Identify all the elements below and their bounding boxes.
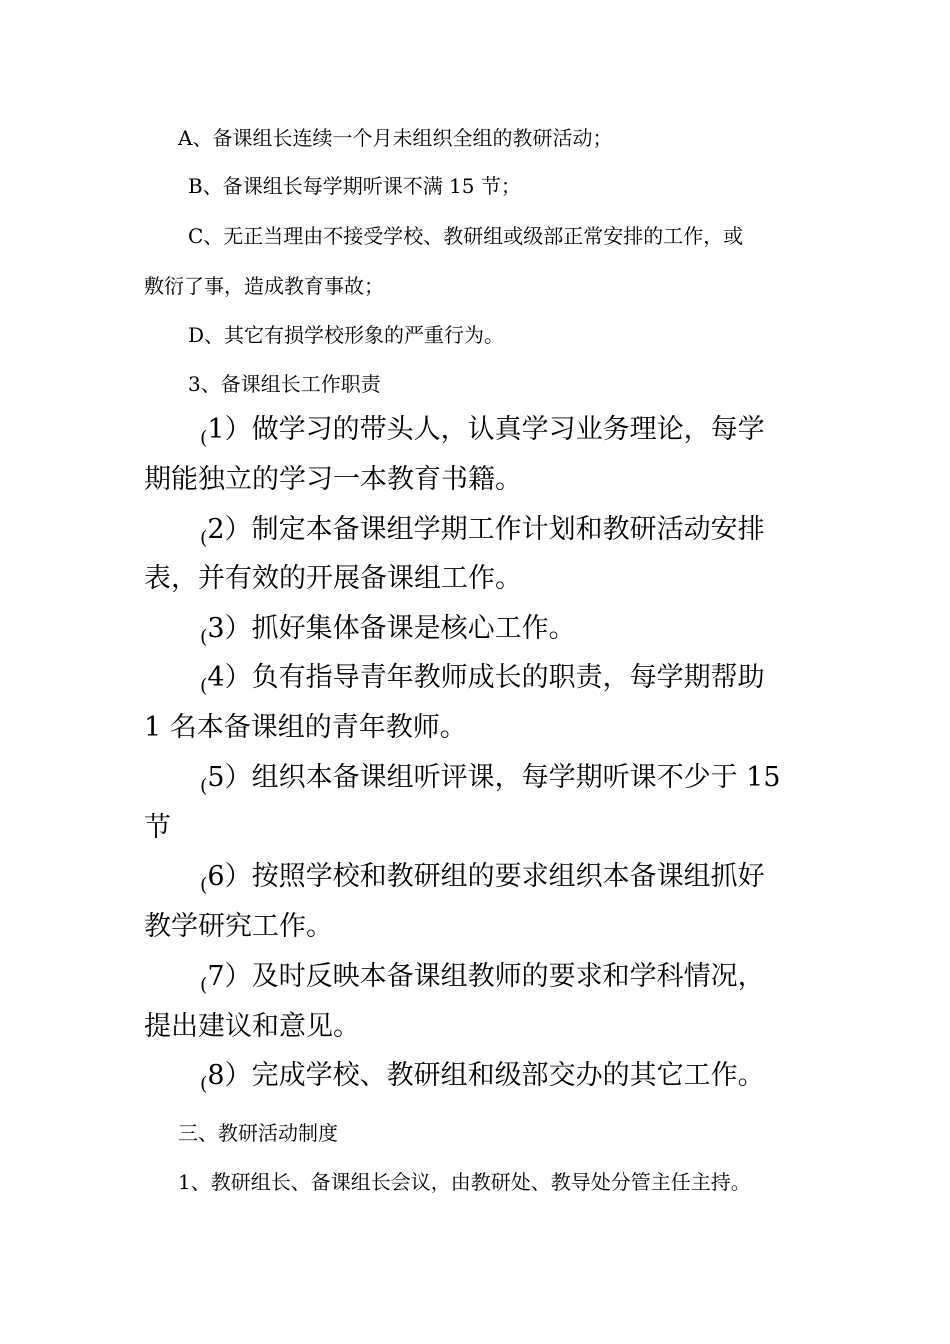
duty-item-7-text: 7）及时反映本备课组教师的要求和学科情况， (207, 961, 765, 992)
duty-item-1-line2: 期能独立的学习一本教育书籍。 (144, 464, 522, 495)
heading-duties: 3、备课组长工作职责 (188, 372, 381, 396)
clause-a: A、备课组长连续一个月未组织全组的教研活动； (178, 126, 613, 150)
duty-item-2-line1 (200, 513, 765, 555)
duty-item-4-line2: 1 名本备课组的青年教师。 (144, 712, 467, 743)
duty-item-3-paren: ( (200, 626, 208, 648)
duty-item-4-text: 4）负有指导青年教师成长的职责，每学期帮助 (207, 662, 765, 693)
duty-item-8-text: 8）完成学校、教研组和级部交办的其它工作。 (207, 1060, 765, 1091)
duty-item-5-text: 5）组织本备课组听评课，每学期听课不少于 15 (207, 762, 781, 793)
duty-item-8-paren: ( (200, 1073, 208, 1095)
duty-item-4-paren: ( (200, 675, 208, 697)
duty-item-7-line1 (200, 960, 765, 1002)
duty-item-5-line2: 节 (144, 812, 171, 843)
section-item-1: 1、教研组长、备课组长会议，由教研处、教导处分管主任主持。 (178, 1170, 751, 1194)
duty-item-3-line1 (200, 612, 576, 654)
duty-item-6-line1 (200, 860, 765, 902)
duty-item-3-text: 3）抓好集体备课是核心工作。 (207, 613, 576, 644)
clause-c-line2: 敷衍了事，造成教育事故； (144, 274, 384, 298)
section-title-teaching-research: 三、教研活动制度 (178, 1121, 338, 1145)
duty-item-6-paren: ( (200, 874, 208, 896)
duty-item-4-line1 (200, 661, 765, 703)
clause-d: D、其它有损学校形象的严重行为。 (188, 323, 505, 347)
duty-item-5-line1 (200, 761, 781, 803)
duty-item-1-paren: ( (200, 427, 208, 449)
duty-item-1-line1 (200, 413, 765, 455)
clause-c-line1: C、无正当理由不接受学校、教研组或级部正常安排的工作，或 (188, 224, 744, 248)
duty-item-7-line2: 提出建议和意见。 (144, 1011, 360, 1042)
duty-item-6-text: 6）按照学校和教研组的要求组织本备课组抓好 (207, 861, 765, 892)
duty-item-8-line1 (200, 1059, 765, 1101)
duty-item-2-paren: ( (200, 527, 208, 549)
duty-item-2-line2: 表，并有效的开展备课组工作。 (144, 563, 522, 594)
duty-item-1-text: 1）做学习的带头人，认真学习业务理论，每学 (207, 414, 765, 445)
clause-b: B、备课组长每学期听课不满 15 节； (188, 174, 521, 198)
duty-item-6-line2: 教学研究工作。 (144, 911, 333, 942)
duty-item-7-paren: ( (200, 974, 208, 996)
duty-item-5-paren: ( (200, 775, 208, 797)
duty-item-2-text: 2）制定本备课组学期工作计划和教研活动安排 (207, 514, 765, 545)
